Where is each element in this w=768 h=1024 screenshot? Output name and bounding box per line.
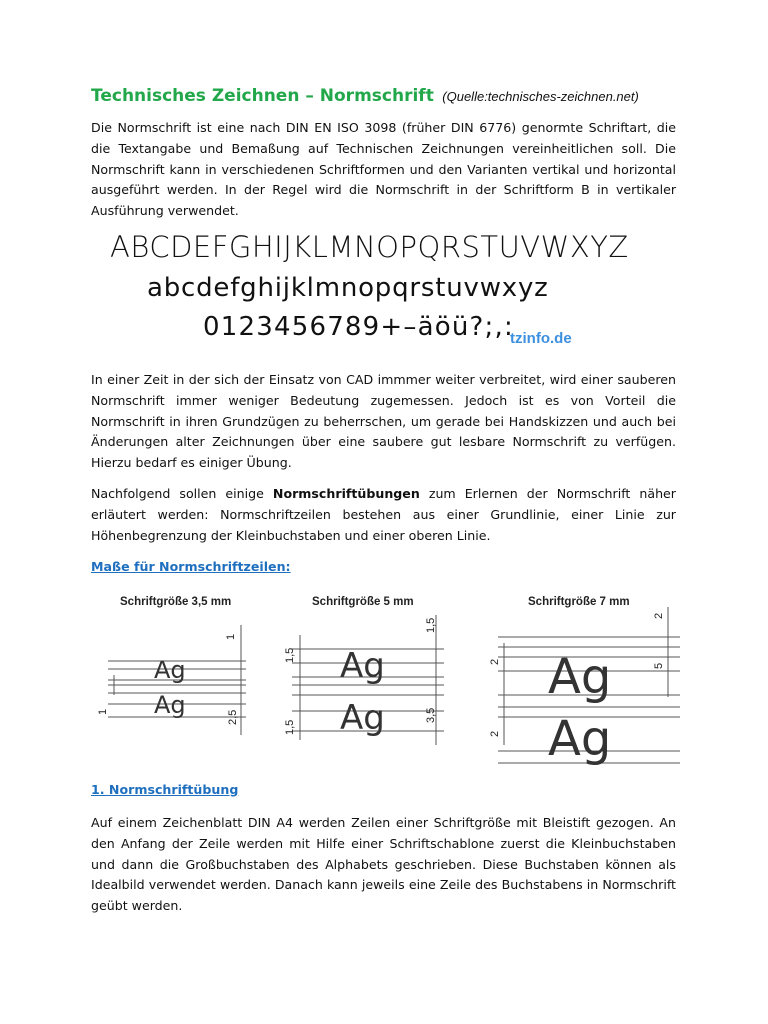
cad-paragraph: In einer Zeit in der sich der Einsatz von CAD immmer weiter verbreitet, wird einer sauberen Normschrift immer weniger Bedeutung zugemessen. Jedoch ist es von Vorteil die Normschrift in ihren Grundzügen zu beherrschen, um gerade bei Handskizzen und auch bei Änderungen alter Zeichnungen über eine saubere gut lesbare Normschrift zu verfügen. Hierzu bedarf es einiger Übung. — [91, 372, 676, 471]
page-title: Technisches Zeichnen – Normschrift — [91, 86, 434, 106]
panel-3-5mm — [97, 596, 246, 735]
panel-7mm-glyphs-bottom: Ag — [548, 711, 612, 767]
panel-7mm-label: Schriftgröße 7 mm — [528, 596, 630, 608]
exercises-paragraph — [91, 484, 676, 546]
heading-masse[interactable]: Maße für Normschriftzeilen: — [91, 559, 291, 574]
sample-uppercase: ABCDEFGHIJKLMNOPQRSTUVWXYZ — [110, 230, 629, 264]
exercises-bold-term: Normschriftübungen — [272, 486, 420, 501]
exercises-text-end: zum Erlernen der Normschrift näher erläutert werden: Normschriftzeilen bestehen aus einer Grundlinie, einer Linie zur Höhenbegrenzung der Kleinbuchstaben und einer oberen Linie. — [91, 486, 676, 543]
panel-5mm-dim-d: 3,5 — [425, 707, 437, 723]
line-dimensions-diagram — [96, 585, 680, 770]
panel-3-5mm-dim-c: 2,5 — [227, 709, 239, 725]
panel-5mm-glyphs-top: Ag — [340, 646, 385, 686]
title-line — [91, 86, 691, 106]
heading-uebung[interactable]: 1. Normschriftübung — [91, 782, 239, 797]
panel-7mm-dim-c: 5 — [653, 662, 665, 669]
panel-5mm-label: Schriftgröße 5 mm — [312, 596, 414, 608]
panel-5mm-dim-c: 1,5 — [284, 719, 296, 735]
panel-3-5mm-label: Schriftgröße 3,5 mm — [120, 596, 232, 608]
panel-5mm-dim-a: 1,5 — [425, 617, 437, 633]
panel-7mm-dim-a: 2 — [653, 612, 665, 619]
panel-5mm — [284, 596, 444, 745]
panel-5mm-glyphs-bottom: Ag — [340, 698, 385, 738]
panel-7mm-glyphs-top: Ag — [548, 649, 612, 705]
panel-3-5mm-glyphs-top: Ag — [154, 656, 186, 684]
panel-7mm-dim-b: 2 — [489, 658, 501, 665]
panel-3-5mm-dim-b: 1 — [97, 708, 109, 715]
panel-7mm — [489, 596, 680, 767]
panel-5mm-dim-b: 1,5 — [284, 647, 296, 663]
panel-7mm-dim-d: 2 — [489, 730, 501, 737]
panel-3-5mm-dim-a: 1 — [225, 633, 237, 640]
source-note: (Quelle:technisches-zeichnen.net) — [442, 89, 639, 104]
exercises-text-start: Nachfolgend sollen einige — [91, 486, 264, 501]
intro-paragraph: Die Normschrift ist eine nach DIN EN ISO 3098 (früher DIN 6776) genormte Schriftart, die die Textangabe und Bemaßung auf Technischen Zeichnungen vereinheitlichen soll. Die Normschrift kann in verschiedenen Schriftformen und den Varianten vertikal und horizontal ausgeführt werden. In der Regel wird die Normschrift in der Schriftform B in vertikaler Ausführung verwendet. — [91, 120, 676, 219]
sample-lowercase: abcdefghijklmnopqrstuvwxyz — [147, 273, 549, 303]
panel-3-5mm-glyphs-bottom: Ag — [154, 691, 186, 719]
tzinfo-watermark: tzinfo.de — [510, 330, 572, 347]
exercise-1-paragraph: Auf einem Zeichenblatt DIN A4 werden Zeilen einer Schriftgröße mit Bleistift gezogen. An den Anfang der Zeile werden mit Hilfe einer Schriftschablone zuerst die Kleinbuchstaben und dann die Großbuchstaben des Alphabets geschrieben. Diese Buchstaben können als Idealbild verwendet werden. Danach kann jeweils eine Zeile des Buchstabens in Normschrift geübt werden. — [91, 815, 676, 914]
sample-digits: 0123456789+–äöü?;,: — [203, 312, 514, 342]
